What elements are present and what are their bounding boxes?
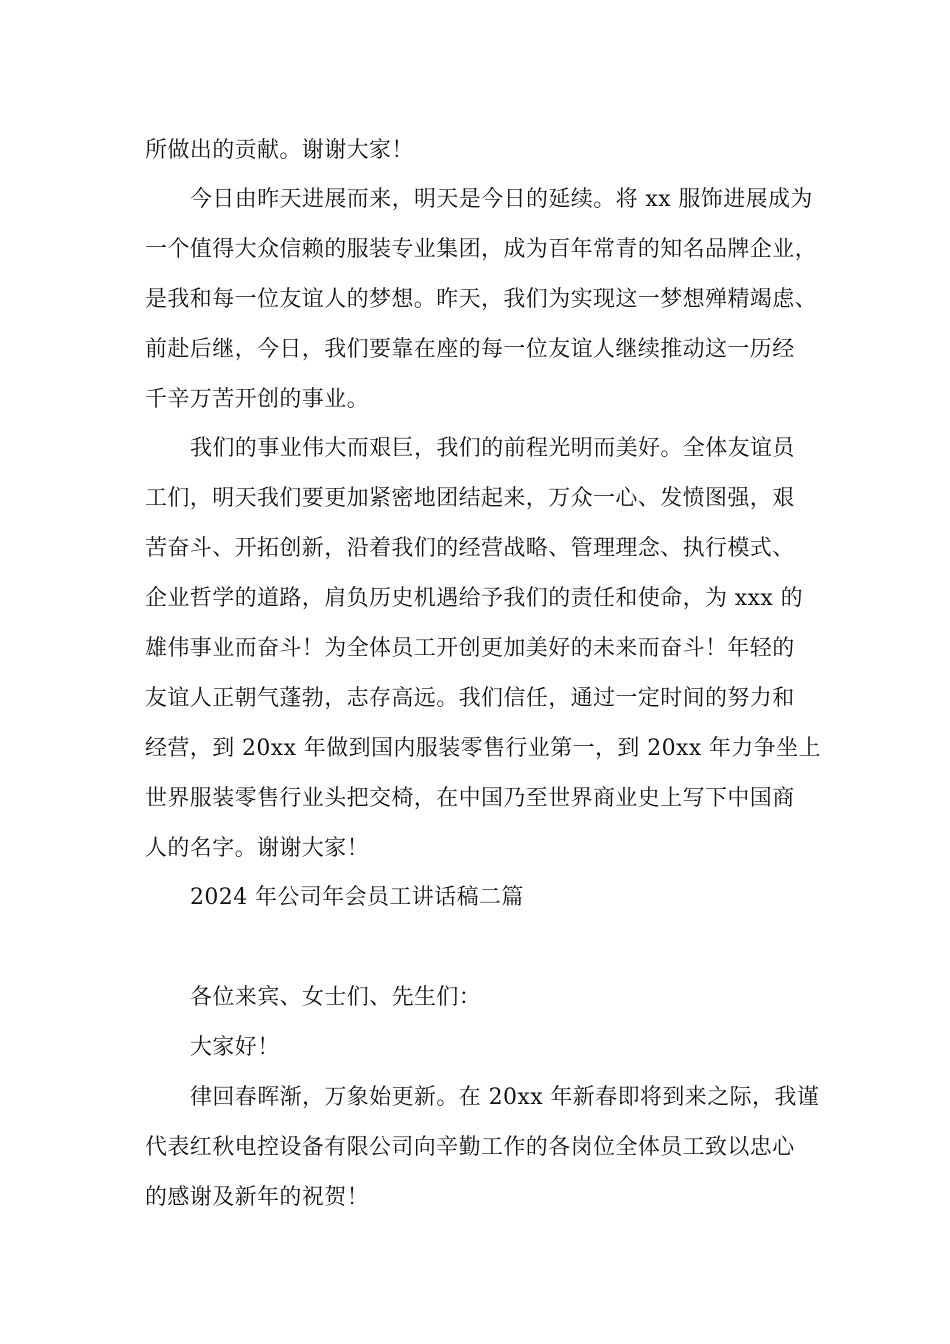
text-line: 工们，明天我们要更加紧密地团结起来，万众一心、发愤图强，艰	[145, 486, 795, 511]
text-line: 是我和每一位友谊人的梦想。昨天，我们为实现这一梦想殚精竭虑、	[145, 287, 818, 312]
text-line: 企业哲学的道路，肩负历史机遇给予我们的责任和使命，为 xxx 的	[145, 586, 804, 611]
text-line: 经营，到 20xx 年做到国内服装零售行业第一，到 20xx 年力争坐上	[145, 736, 821, 761]
salutation: 各位来宾、女士们、先生们：	[190, 985, 482, 1010]
greeting: 大家好！	[190, 1035, 280, 1060]
text-line: 前赴后继，今日，我们要靠在座的每一位友谊人继续推动这一历经	[145, 337, 795, 362]
text-line: 苦奋斗、开拓创新，沿着我们的经营战略、管理理念、执行模式、	[145, 536, 795, 561]
text-line: 代表红秋电控设备有限公司向辛勤工作的各岗位全体员工致以忠心	[145, 1135, 795, 1160]
text-line: 人的名字。谢谢大家！	[145, 836, 370, 861]
text-line: 世界服装零售行业头把交椅，在中国乃至世界商业史上写下中国商	[145, 786, 795, 811]
text-line: 我们的事业伟大而艰巨，我们的前程光明而美好。全体友谊员	[190, 436, 795, 461]
text-line: 今日由昨天进展而来，明天是今日的延续。将 xx 服饰进展成为	[190, 187, 813, 212]
text-line: 雄伟事业而奋斗！为全体员工开创更加美好的未来而奋斗！年轻的	[145, 636, 795, 661]
section-title: 2024 年公司年会员工讲话稿二篇	[190, 885, 524, 910]
text-line: 的感谢及新年的祝贺！	[145, 1185, 370, 1210]
text-line: 律回春晖渐，万象始更新。在 20xx 年新春即将到来之际，我谨	[190, 1085, 820, 1110]
text-line: 友谊人正朝气蓬勃，志存高远。我们信任，通过一定时间的努力和	[145, 686, 795, 711]
text-line: 所做出的贡献。谢谢大家！	[145, 138, 414, 163]
text-line: 千辛万苦开创的事业。	[145, 387, 370, 412]
text-line: 一个值得大众信赖的服装专业集团，成为百年常青的知名品牌企业，	[145, 237, 818, 262]
